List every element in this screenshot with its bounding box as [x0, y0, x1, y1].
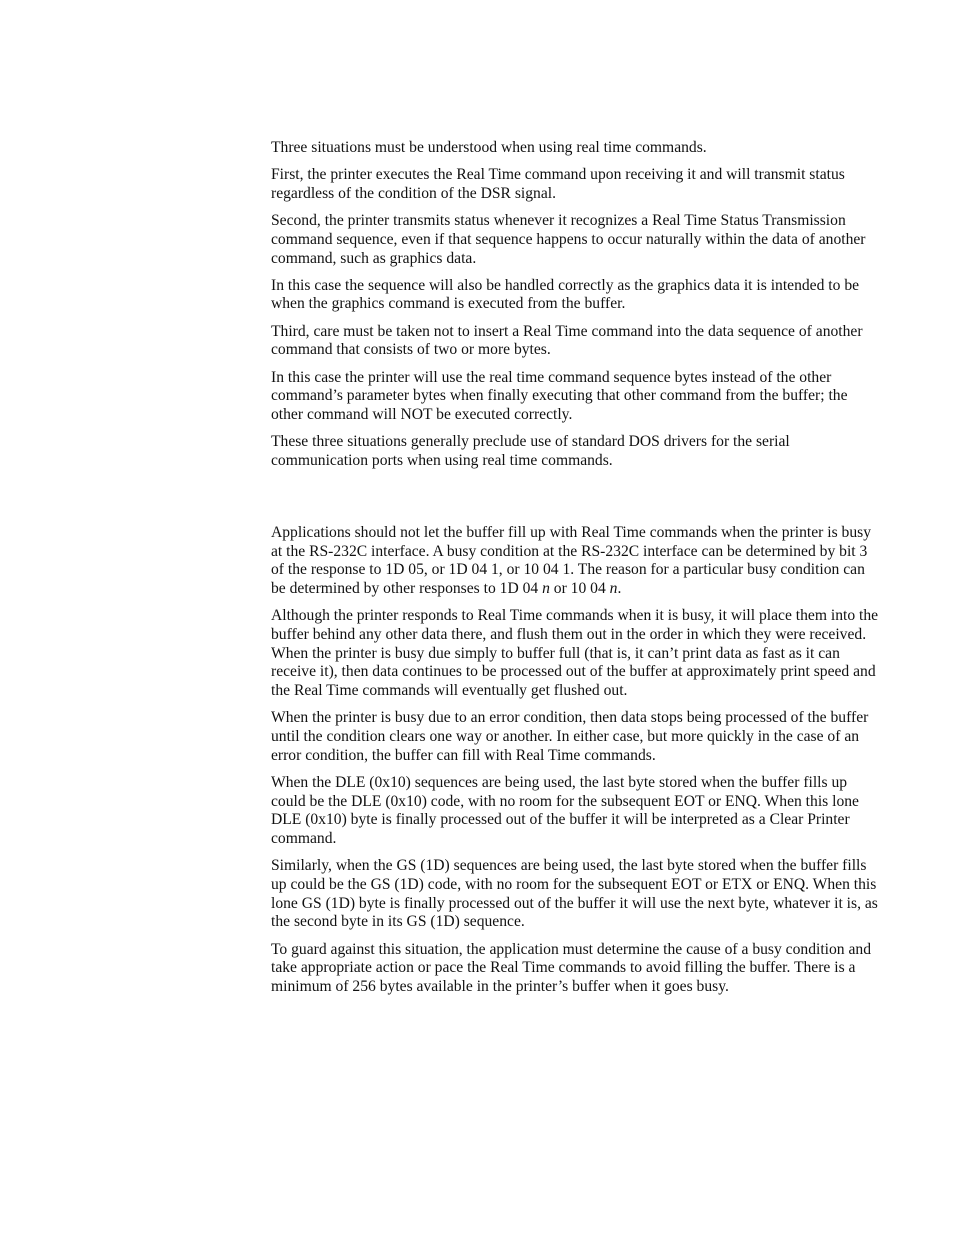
- paragraph: Similarly, when the GS (1D) sequences are being used, the last byte stored when the buffer fills up could be the GS (1D) code, with no room for the subsequent EOT or ETX or ENQ. When this lone GS (1D) byte is finally processed out of the buffer it will use the next byte, whatever it is, as the second byte in its GS (1D) sequence.: [271, 857, 878, 931]
- variable-n: n: [609, 580, 618, 598]
- section-spacer: [271, 479, 883, 524]
- paragraph-text: Applications should not let the buffer fill up with Real Time commands when the printer is busy at the RS-232C interface. A busy condition at the RS-232C interface can be determined by bit 3 of the response to 1D 05, or 1D 04 1, or 10 04 1. The reason for a particular busy condition can be determined by other responses to 1D 04: [271, 524, 872, 598]
- paragraph: In this case the printer will use the real time command sequence bytes instead of the other command’s parameter bytes when finally executing that other command from the buffer; the other command will NOT be executed correctly.: [271, 368, 848, 423]
- paragraph: In this case the sequence will also be handled correctly as the graphics data it is intended to be when the graphics command is executed from the buffer.: [271, 276, 860, 313]
- paragraph: Third, care must be taken not to insert a Real Time command into the data sequence of another command that consists of two or more bytes.: [271, 322, 863, 359]
- paragraph: [271, 524, 883, 599]
- paragraph: Second, the printer transmits status whenever it recognizes a Real Time Status Transmission command sequence, even if that sequence happens to occur naturally within the data of another command, such as graphics data.: [271, 212, 866, 267]
- paragraph: When the DLE (0x10) sequences are being used, the last byte stored when the buffer fills up could be the DLE (0x10) code, with no room for the subsequent EOT or ENQ. When this lone DLE (0x10) byte is finally processed out of the buffer it will be interpreted as a Clear Printer command.: [271, 773, 859, 848]
- paragraph-text: or 10 04: [549, 580, 610, 598]
- paragraph: Although the printer responds to Real Time commands when it is busy, it will place them into the buffer behind any other data there, and flush them out in the order in which they were received. When the printer is busy due simply to buffer full (that is, it can’t print data as fast as it can receive it), then data continues to be processed out of the buffer at approximately print speed and the Real Time commands will eventually get flushed out.: [271, 607, 879, 700]
- document-body: [271, 139, 883, 1005]
- paragraph: To guard against this situation, the application must determine the cause of a busy condition and take appropriate action or pace the Real Time commands to avoid filling the buffer. There is a minimum of 256 bytes available in the printer’s buffer when it goes busy.: [271, 940, 871, 996]
- paragraph: These three situations generally preclude use of standard DOS drivers for the serial communication ports when using real time commands.: [271, 433, 790, 469]
- paragraph: First, the printer executes the Real Time command upon receiving it and will transmit status regardless of the condition of the DSR signal.: [271, 166, 845, 202]
- variable-n: n: [542, 580, 550, 598]
- paragraph: When the printer is busy due to an error condition, then data stops being processed of the buffer until the condition clears one way or another. In either case, but more quickly in the case of an error condition, the buffer can fill with Real Time commands.: [271, 709, 869, 764]
- paragraph-text: .: [617, 580, 622, 598]
- paragraph: Three situations must be understood when using real time commands.: [271, 139, 707, 156]
